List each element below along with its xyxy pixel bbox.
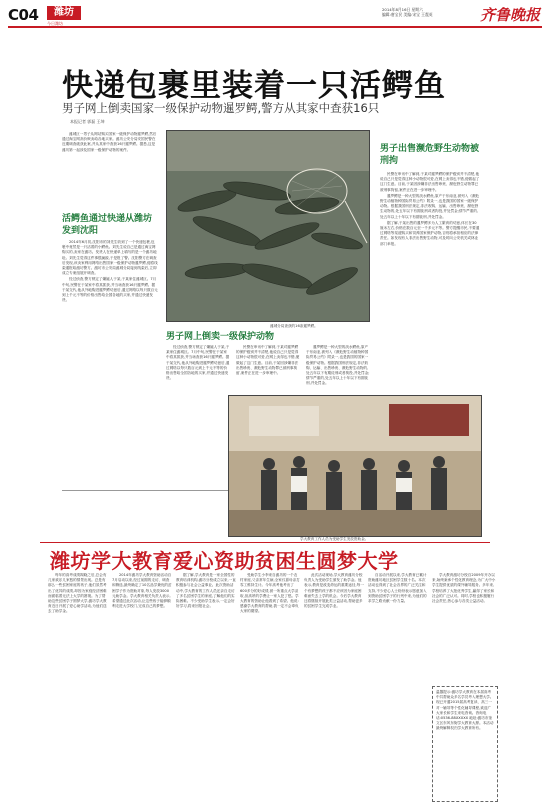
editor-line: 编辑:唐宝民 美编:宋宝 王震英 <box>382 12 433 17</box>
main-headline: 快递包裹里装着一只活鳄鱼 <box>62 68 446 104</box>
notice-text: 温馨提示:潍坊学大教育在本届高考中共帮助众多名学员考入理想大学。现已开通2015届高考复读、高三一对一辅导等个性化辅导课程,欢迎广大家长和学生来电咨询。咨询电话:0536-88XXXXX 地址:潍坊市奎文区东风东街学大教育大厦。本活动最终解释权归学大教育所有。 <box>436 690 494 731</box>
byline: 本报记者 郭磊 王坤 <box>70 119 105 124</box>
section-subtitle: 今日潍坊 <box>47 21 63 26</box>
date-line <box>382 7 477 17</box>
body-paragraph: 民警在审讯中了解到,于某对暹罗鳄的保护级别并不清楚,他说自己只是觉得这种小动物很可爱,在网上卖得也不错,便做起了这门生意。目前,于某因涉嫌非法出售珍贵、濒危野生动物罪已被刑事拘留,案件正在进一步审理中。 <box>236 345 300 376</box>
story2-col-4 <box>240 573 300 799</box>
page-number: C04 <box>8 6 39 24</box>
body-paragraph: 自活动开展以来,学大教育已累计资助潍坊地区贫困学生数十名。本次活动也得到了社会各界的广泛关注和支持,不少爱心人士纷纷表示愿意加入到资助贫困学子的行列中来,为他们的求学之路贡献一份力量。 <box>368 573 427 604</box>
section-badge: 潍坊 <box>47 6 81 20</box>
body-paragraph: 此次活动现场,学大教育潍坊分校负责人为受助学生颁发了助学金。他表示,教育是改变命运的重要途径,每一个有梦想的孩子都不应该因为家庭困难而失去上学的机会。今后学大教育还将继续开展此类公益活动,帮助更多的贫困学生完成学业。 <box>304 573 364 609</box>
body-paragraph: 暹罗鳄是一种大型的淡水鳄鱼,原产于东南亚,被列入《濒危野生动植物种国际贸易公约》附录一,也是我国的国家一级保护动物。根据我国刑法规定,非法收购、运输、出售珍贵、濒危野生动物的,处五年以下有期徒刑或者拘役,并处罚金;情节严重的,处五年以上十年以下有期徒刑,并处罚金。 <box>380 193 480 219</box>
body-paragraph: 2014年潍坊学大教育资助活动自7月启动以来,经过前期的走访、调查和筛选,最终确定了10名品学兼优的贫困学子作为资助对象,每人发放3000元助学金。学大教育相关负责人表示,希望通过此次活动,让这些孩子能够顺利走进大学校门,完成自己的梦想。 <box>112 573 172 609</box>
story2-rule <box>40 542 490 543</box>
issue-date: 2014年8月16日 星期六 <box>382 7 423 12</box>
notice-box <box>432 686 498 802</box>
crocodile-photo <box>166 130 370 322</box>
story2-col-7 <box>432 573 496 681</box>
lead-text: 潍城区一男子从网站购买国家一级保护动物暹罗鳄,然后通过淘宝网高价贩卖给各地买家。潍坊公安分局安国民警在近期调查破获此案,并从其家中查获16只暹罗鳄。据悉,这是潍坊第一起涉及国家一级保护动物的案件。 <box>62 132 157 152</box>
body-paragraph: 经过侦查,警方锁定了嫌疑人于某,于某家住潍城区。7月中旬,民警在于某家中将其抓获,并当场查获16只暹罗鳄。据于某交代,他从外地购进暹罗鳄幼崽后,通过网络以每只数百元到上千元不等的价格出售给全国各地的买家,并通过快递发货。 <box>166 345 230 381</box>
subhead-detained: 男子出售濒危野生动物被刑拘 <box>380 144 480 166</box>
body-paragraph: 暹罗鳄是一种大型的淡水鳄鱼,原产于东南亚,被列入《濒危野生动植物种国际贸易公约》附录一,也是我国的国家一级保护动物。根据我国刑法规定,非法收购、运输、出售珍贵、濒危野生动物的,处五年以下有期徒刑或者拘役,并处罚金;情节严重的,处五年以上十年以下有期徒刑,并处罚金。 <box>306 345 370 386</box>
body-paragraph: 2014年6月初,沈阳市的刘先生收到了一个快递包裹,包裹中竟然是一只活着的小鳄鱼。刘先生说自己是通过淘宝网购买的,卖家在潍坊。发货人在快递单上填写的是一个潍坊地址。刘先生觉得这件事很蹊跷,于是报了警。沈阳警方在调查后发现,该卖家利用网络出售国家一级保护动物暹罗鳄,便将线索通报给潍坊警方。潍坊市公安局潍城分局接到线索后,立即成立专案组展开调查。 <box>62 240 158 276</box>
left-column-body <box>62 240 158 482</box>
body-paragraph: 学大教育潍坊分校自2009年开办以来,始终秉承个性化教育理念,为广大中小学生提供优质的课外辅导服务。多年来,学校培养了大批优秀学生,赢得了家长和社会的广泛认可。同时,学校也积极履行社会责任,热心参与各类公益活动。 <box>432 573 496 604</box>
subhead-online: 男子网上倒卖一级保护动物 <box>166 332 275 342</box>
story2-col-2 <box>112 573 172 799</box>
story2-col-5 <box>304 573 364 799</box>
main-subheadline: 男子网上倒卖国家一级保护动物暹罗鳄,警方从其家中查获16只 <box>62 101 380 115</box>
photo-caption-2: 学大教育工作人员为受助学生发放资助金。 <box>300 537 369 541</box>
body-paragraph: 经过侦查,警方锁定了嫌疑人于某,于某家住潍城区。7月中旬,民警在于某家中将其抓获,并当场查获16只暹罗鳄。据于某交代,他从外地购进暹罗鳄幼崽后,通过网络以每只数百元到上千元不等的价格出售给全国各地的买家,并通过快递发货。 <box>62 277 158 303</box>
subhead-express: 活鳄鱼通过快递从潍坊发到沈阳 <box>62 214 153 236</box>
ceremony-photo <box>228 395 482 537</box>
story2-col-1 <box>48 573 108 799</box>
photo-caption: 潍城分局查获的16条暹罗鳄。 <box>270 324 318 328</box>
story2-col-6 <box>368 573 428 799</box>
body-paragraph: 每年的高考成绩揭晓之后,总会有几家欢乐几家愁的情景出现。总是有那么一些贫困家庭的孩子,他们虽然考出了优异的成绩,却因为家庭经济困难而面临着无法上大学的窘境。为了帮助这些贫困学子圆梦大学,潍坊学大教育近日开展了爱心助学活动,为他们送去了助学金。 <box>48 573 107 614</box>
body-paragraph: 民警在审讯中了解到,于某对暹罗鳄的保护级别并不清楚,他说自己只是觉得这种小动物很可爱,在网上卖得也不错,便做起了这门生意。目前,于某因涉嫌非法出售珍贵、濒危野生动物罪已被刑事拘留,案件正在进一步审理中。 <box>380 172 480 192</box>
body-paragraph: 受助学生小李来自潍坊的一个农村家庭,父亲常年生病,全家仅靠母亲打零工维持生计。今年高考他考出了600多分的好成绩,被一所重点大学录取,但高昂的学费让一家人犯了愁。学大教育的资助让他看到了希望。他说:感谢学大教育的帮助,我一定不会辜负大家的期望。 <box>240 573 300 614</box>
lead-paragraph <box>62 132 158 210</box>
paper-logo: 齐鲁晚报 <box>480 6 541 24</box>
body-paragraph: 据了解,学大教育是一家全国性的教育培训机构,潍坊分校成立以来,一直积极参与社会公益事业。此次资助活动中,学大教育的工作人员还亲自走访了多名贫困学生的家庭,了解他们的实际困难。不少受助学生表示,一定会好好学习,将来回报社会。 <box>176 573 236 609</box>
crocodile-image <box>167 131 369 321</box>
body-paragraph: 据了解,于某出售的暹罗鳄多为人工繁育的幼崽,体长在30厘米左右,价格在数百元至一千多元不等。警方提醒市民,不要通过网络等渠道购买和饲养国家保护动物,否则将承担相应的法律责任。如发现有人非法出售野生动物,可及时向公安机关或林业部门举报。 <box>380 220 480 246</box>
story2-col-3 <box>176 573 236 799</box>
ceremony-image <box>229 396 481 536</box>
header-rule <box>8 26 542 28</box>
mid-column-1 <box>166 345 230 483</box>
story2-headline: 潍坊学大教育爱心资助贫困生圆梦大学 <box>50 549 399 573</box>
